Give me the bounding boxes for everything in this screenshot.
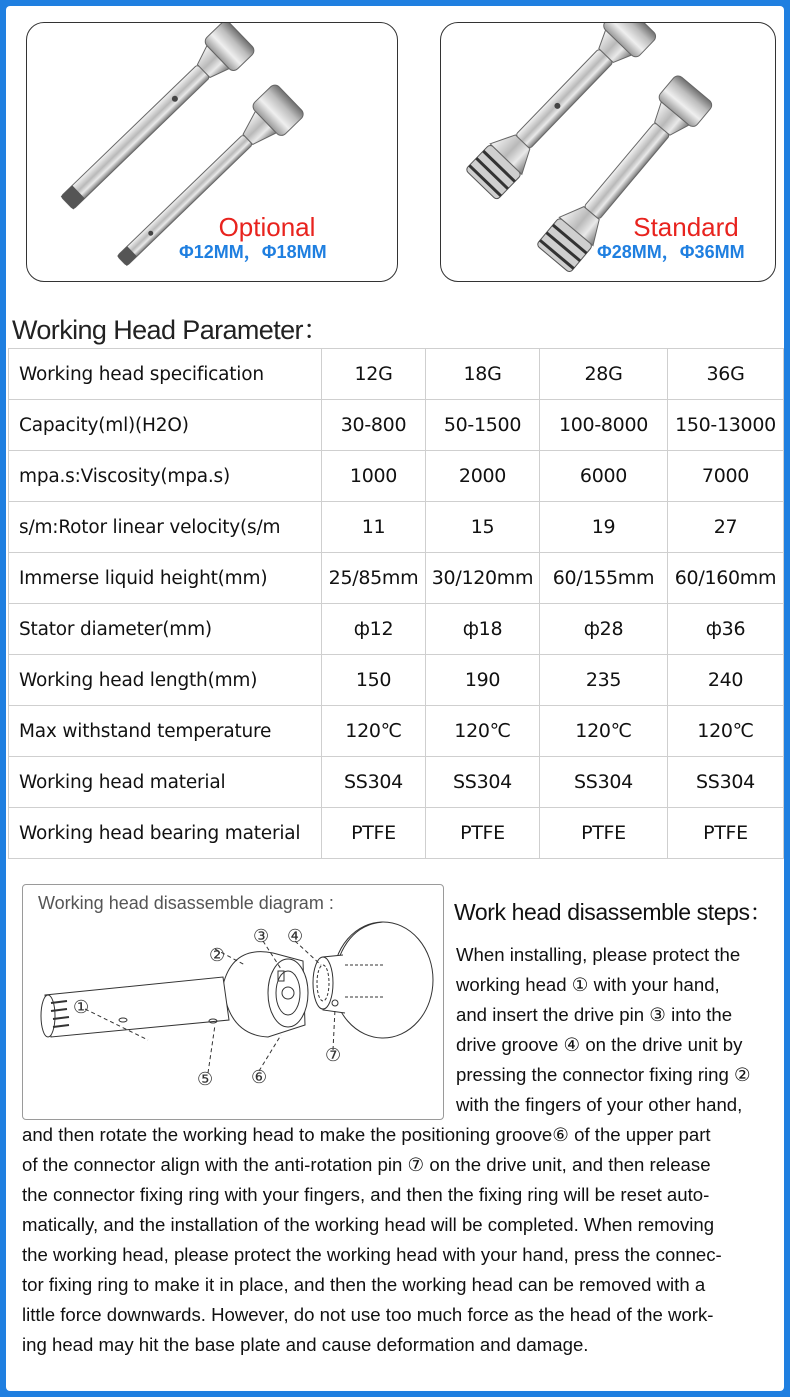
table-cell: 7000 — [668, 451, 784, 502]
row-label: s/m:Rotor linear velocity(s/m — [9, 502, 322, 553]
table-cell: 120℃ — [668, 706, 784, 757]
standard-heads-card — [440, 22, 776, 282]
table-cell: 150-13000 — [668, 400, 784, 451]
optional-label: Optional — [218, 212, 316, 242]
marker-4: ④ — [287, 926, 304, 947]
steps-line: the connector fixing ring with your fingers, and then the fixing ring will be reset auto- — [22, 1184, 710, 1205]
steps-line: pressing the connector fixing ring ② — [456, 1064, 751, 1085]
marker-5: ⑤ — [197, 1069, 214, 1090]
table-cell: 28G — [540, 349, 668, 400]
steps-line: ing head may hit the base plate and cause deformation and damage. — [22, 1334, 589, 1355]
steps-line: working head ① with your hand, — [456, 974, 720, 995]
steps-line: and insert the drive pin ③ into the — [456, 1004, 733, 1025]
table-cell: 11 — [322, 502, 426, 553]
table-cell: 27 — [668, 502, 784, 553]
table-cell: 190 — [426, 655, 540, 706]
table-cell: 120℃ — [322, 706, 426, 757]
table-row — [9, 604, 784, 655]
table-cell: 25/85mm — [322, 553, 426, 604]
steps-title: Work head disassemble steps： — [454, 899, 773, 925]
marker-1: ① — [73, 997, 90, 1018]
row-label: Capacity(ml)(H2O) — [9, 400, 322, 451]
table-cell: 240 — [668, 655, 784, 706]
table-cell: 235 — [540, 655, 668, 706]
table-cell: PTFE — [540, 808, 668, 859]
page — [6, 6, 784, 1391]
table-cell: 36G — [668, 349, 784, 400]
steps-text — [22, 940, 774, 1360]
steps-line: tor fixing ring to make it in place, and then the working head can be removed with a — [22, 1274, 706, 1295]
row-label: Max withstand temperature — [9, 706, 322, 757]
table-cell: ф18 — [426, 604, 540, 655]
table-cell: PTFE — [426, 808, 540, 859]
table-cell: 12G — [322, 349, 426, 400]
steps-line: with the fingers of your other hand, — [456, 1094, 743, 1115]
table-cell: ф12 — [322, 604, 426, 655]
table-row — [9, 349, 784, 400]
table-row — [9, 757, 784, 808]
table-cell: 50-1500 — [426, 400, 540, 451]
table-row — [9, 808, 784, 859]
row-label: Working head specification — [9, 349, 322, 400]
steps-line: and then rotate the working head to make the positioning groove⑥ of the upper part — [22, 1124, 711, 1145]
table-cell: 15 — [426, 502, 540, 553]
standard-sizes: Φ28MM，Φ36MM — [597, 242, 745, 262]
row-label: Working head material — [9, 757, 322, 808]
steps-line: drive groove ④ on the drive unit by — [456, 1034, 743, 1055]
diagram-title: Working head disassemble diagram : — [38, 893, 334, 913]
table-row — [9, 553, 784, 604]
table-cell: 1000 — [322, 451, 426, 502]
table-row — [9, 655, 784, 706]
table-cell: 60/155mm — [540, 553, 668, 604]
table-row — [9, 502, 784, 553]
table-cell: 120℃ — [426, 706, 540, 757]
table-cell: SS304 — [426, 757, 540, 808]
row-label: Stator diameter(mm) — [9, 604, 322, 655]
table-cell: 100-8000 — [540, 400, 668, 451]
table-cell: 120℃ — [540, 706, 668, 757]
table-row — [9, 400, 784, 451]
table-cell: ф36 — [668, 604, 784, 655]
table-cell: 2000 — [426, 451, 540, 502]
marker-7: ⑦ — [325, 1045, 342, 1066]
optional-sizes: Φ12MM，Φ18MM — [179, 242, 327, 262]
table-row — [9, 451, 784, 502]
table-cell: 6000 — [540, 451, 668, 502]
row-label: Working head length(mm) — [9, 655, 322, 706]
steps-line: of the connector align with the anti-rotation pin ⑦ on the drive unit, and then release — [22, 1154, 711, 1175]
table-cell: 30/120mm — [426, 553, 540, 604]
parameter-section-title: Working Head Parameter： — [12, 315, 330, 345]
parameter-table — [8, 348, 784, 859]
table-cell: 30-800 — [322, 400, 426, 451]
table-cell: 60/160mm — [668, 553, 784, 604]
marker-3: ③ — [253, 926, 270, 947]
row-label: Working head bearing material — [9, 808, 322, 859]
table-cell: 150 — [322, 655, 426, 706]
steps-line: matically, and the installation of the working head will be completed. When removing — [22, 1214, 715, 1235]
row-label: mpa.s:Viscosity(mpa.s) — [9, 451, 322, 502]
marker-2: ② — [209, 945, 226, 966]
table-cell: SS304 — [668, 757, 784, 808]
table-row — [9, 706, 784, 757]
marker-6: ⑥ — [251, 1067, 268, 1088]
steps-line: When installing, please protect the — [456, 944, 741, 965]
table-cell: 18G — [426, 349, 540, 400]
table-cell: PTFE — [668, 808, 784, 859]
table-cell: PTFE — [322, 808, 426, 859]
table-cell: SS304 — [540, 757, 668, 808]
row-label: Immerse liquid height(mm) — [9, 553, 322, 604]
table-cell: ф28 — [540, 604, 668, 655]
standard-label: Standard — [633, 212, 739, 242]
diagram-spacer — [22, 940, 456, 1120]
table-cell: 19 — [540, 502, 668, 553]
steps-line: the working head, please protect the working head with your hand, press the connec- — [22, 1244, 722, 1265]
steps-line: little force downwards. However, do not use too much force as the head of the work- — [22, 1304, 714, 1325]
optional-heads-card — [26, 22, 398, 282]
table-cell: SS304 — [322, 757, 426, 808]
